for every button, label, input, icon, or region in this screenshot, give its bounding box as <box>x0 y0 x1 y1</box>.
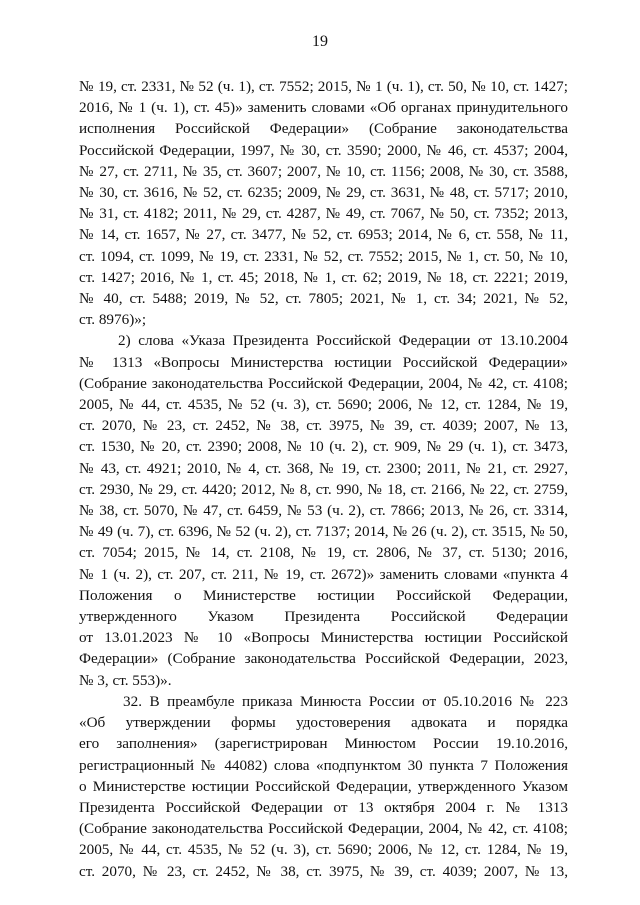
text-line: о Министерстве юстиции Российской Федерации, утвержденного Указом <box>79 777 568 795</box>
text-line: ст. 1427; 2016, № 1, ст. 45; 2018, № 1, ст. 62; 2019, № 18, ст. 2221; 2019, <box>79 268 568 286</box>
text-line: № 31, ст. 4182; 2011, № 29, ст. 4287, № 49, ст. 7067, № 50, ст. 7352; 2013, <box>79 205 568 223</box>
text-line: Президента Российской Федерации от 13 октября 2004 г. № 1313 <box>79 798 568 816</box>
text-line: от 13.01.2023 № 10 «Вопросы Министерства юстиции Российской <box>79 629 568 647</box>
text-line: (Собрание законодательства Российской Федерации, 2004, № 42, ст. 4108; <box>79 820 568 838</box>
text-line: ст. 1094, ст. 1099, № 19, ст. 2331, № 52, ст. 7552; 2015, № 1, ст. 50, № 10, <box>79 247 568 265</box>
paragraph-item-32 <box>79 691 568 882</box>
text-line: регистрационный № 44082) слова «подпунктом 30 пункта 7 Положения <box>79 756 568 774</box>
text-line: ст. 7054; 2015, № 14, ст. 2108, № 19, ст. 2806, № 37, ст. 5130; 2016, <box>79 544 568 562</box>
text-line: 2005, № 44, ст. 4535, № 52 (ч. 3), ст. 5690; 2006, № 12, ст. 1284, № 19, <box>79 396 568 414</box>
text-line: 2016, № 1 (ч. 1), ст. 45)» заменить словами «Об органах принудительного <box>79 99 568 117</box>
paragraph-item-2 <box>79 330 568 690</box>
document-body <box>79 76 568 882</box>
text-line: (Собрание законодательства Российской Федерации, 2004, № 42, ст. 4108; <box>79 374 568 392</box>
page-number: 19 <box>312 33 328 50</box>
text-line: № 40, ст. 5488; 2019, № 52, ст. 7805; 2021, № 1, ст. 34; 2021, № 52, <box>79 290 568 308</box>
text-line: № 27, ст. 2711, № 35, ст. 3607; 2007, № 10, ст. 1156; 2008, № 30, ст. 3588, <box>79 162 568 180</box>
text-line: № 1 (ч. 2), ст. 207, ст. 211, № 19, ст. 2672)» заменить словами «пункта 4 <box>79 565 568 583</box>
text-line: Положения о Министерстве юстиции Российской Федерации, <box>79 586 568 604</box>
text-line: исполнения Российской Федерации» (Собрание законодательства <box>79 120 568 138</box>
text-line: Российской Федерации, 1997, № 30, ст. 3590; 2000, № 46, ст. 4537; 2004, <box>79 141 568 159</box>
text-line: ст. 1530, № 20, ст. 2390; 2008, № 10 (ч. 2), ст. 909, № 29 (ч. 1), ст. 3473, <box>79 438 568 456</box>
text-line: № 19, ст. 2331, № 52 (ч. 1), ст. 7552; 2015, № 1 (ч. 1), ст. 50, № 10, ст. 1427; <box>79 78 568 95</box>
text-line: ст. 2930, № 29, ст. 4420; 2012, № 8, ст. 990, № 18, ст. 2166, № 22, ст. 2759, <box>79 480 568 498</box>
text-line: № 14, ст. 1657, № 27, ст. 3477, № 52, ст. 6953; 2014, № 6, ст. 558, № 11, <box>79 226 568 244</box>
text-line: 2) слова «Указа Президента Российской Федерации от 13.10.2004 <box>118 332 568 350</box>
text-line: № 49 (ч. 7), ст. 6396, № 52 (ч. 2), ст. 7137; 2014, № 26 (ч. 2), ст. 3515, № 50, <box>79 523 568 541</box>
text-line: 2005, № 44, ст. 4535, № 52 (ч. 3), ст. 5690; 2006, № 12, ст. 1284, № 19, <box>79 841 568 859</box>
text-line: № 43, ст. 4921; 2010, № 4, ст. 368, № 19, ст. 2300; 2011, № 21, ст. 2927, <box>79 459 568 477</box>
paragraph-continuation <box>79 76 568 330</box>
text-line: № 3, ст. 553)». <box>79 671 172 689</box>
text-line: ст. 8976)»; <box>79 311 147 329</box>
text-line: № 1313 «Вопросы Министерства юстиции Российской Федерации» <box>79 353 568 371</box>
text-line: «Об утверждении формы удостоверения адвоката и порядка <box>79 714 568 732</box>
text-line: ст. 2070, № 23, ст. 2452, № 38, ст. 3975, № 39, ст. 4039; 2007, № 13, <box>79 417 568 435</box>
text-line: № 38, ст. 5070, № 47, ст. 6459, № 53 (ч. 2), ст. 7866; 2013, № 26, ст. 3314, <box>79 502 568 520</box>
text-line: Федерации» (Собрание законодательства Российской Федерации, 2023, <box>79 650 568 668</box>
text-line: его заполнения» (зарегистрирован Минюстом России 19.10.2016, <box>79 735 568 753</box>
text-line: ст. 2070, № 23, ст. 2452, № 38, ст. 3975, № 39, ст. 4039; 2007, № 13, <box>79 862 568 880</box>
text-line: № 30, ст. 3616, № 52, ст. 6235; 2009, № 29, ст. 3631, № 48, ст. 5717; 2010, <box>79 184 568 202</box>
text-line: 32. В преамбуле приказа Минюста России от 05.10.2016 № 223 <box>123 692 568 710</box>
text-line: утвержденного Указом Президента Российской Федерации <box>79 608 568 626</box>
